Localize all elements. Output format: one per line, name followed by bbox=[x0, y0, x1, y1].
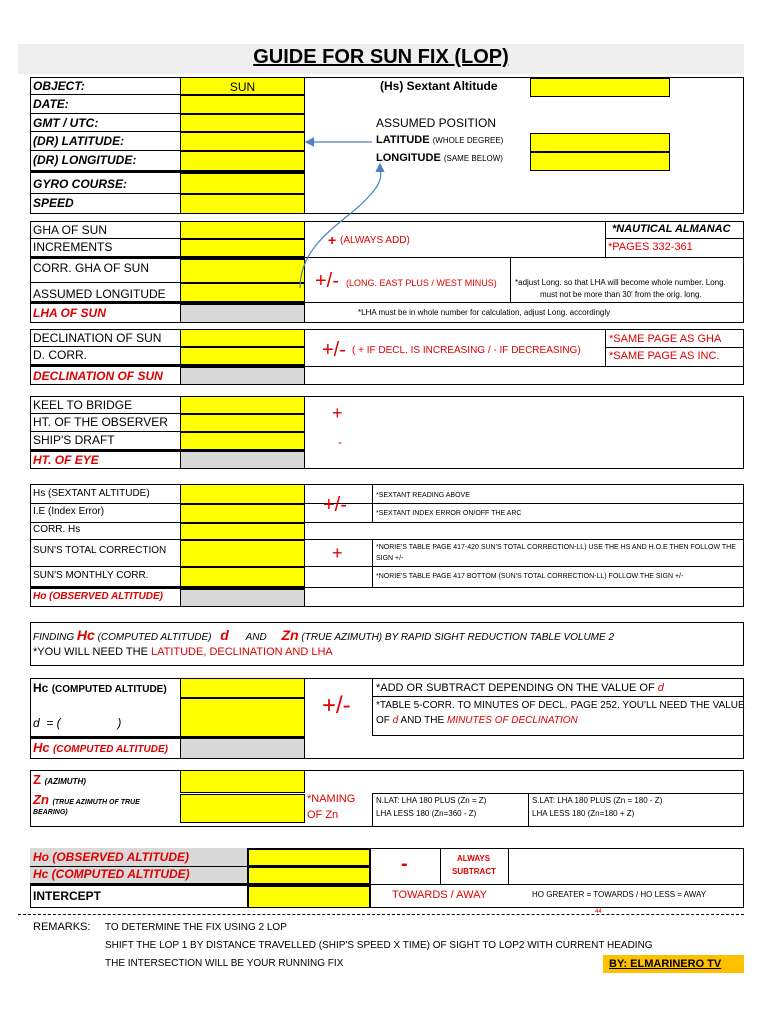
naming-zn-line1: *NAMING bbox=[307, 793, 356, 805]
always-add-sign: + bbox=[328, 232, 337, 248]
decl-plus-minus-sign: +/- bbox=[322, 339, 346, 361]
object-label: OBJECT: bbox=[33, 79, 85, 93]
decl-rule-text: ( + IF DECL. IS INCREASING / - IF DECREASING) bbox=[352, 345, 581, 356]
lha-note: *LHA must be in whole number for calculation, adjust Long. accordingly bbox=[358, 308, 611, 317]
keel-to-bridge-label: KEEL TO BRIDGE bbox=[33, 398, 133, 412]
remarks-label: REMARKS: bbox=[33, 921, 91, 933]
same-page-inc: *SAME PAGE AS INC. bbox=[609, 350, 720, 362]
declination-result-label: DECLINATION OF SUN bbox=[33, 369, 163, 383]
eye-plus-sign: + bbox=[332, 403, 343, 423]
slat-rule-line2: LHA LESS 180 (Zn=180 + Z) bbox=[532, 809, 635, 818]
observed-altitude-label: Ho (OBSERVED ALTITUDE) bbox=[33, 591, 163, 602]
note-total-correction: *NORIE'S TABLE PAGE 417-420 SUN'S TOTAL CORRECTION-LL) USE THE HS AND H.O.E THEN FOLLOW THE SIGN +/- bbox=[376, 544, 736, 562]
adjust-note-line1: *adjust Long. so that LHA will become whole number. Long. bbox=[515, 278, 726, 287]
index-error-label: I.E (Index Error) bbox=[33, 506, 105, 517]
same-page-gha: *SAME PAGE AS GHA bbox=[609, 333, 722, 345]
remarks-line2: SHIFT THE LOP 1 BY DISTANCE TRAVELLED (SHIP'S SPEED X TIME) OF SIGHT TO LOP2 WITH CURRENT HEADING bbox=[105, 940, 653, 951]
ap-longitude-label: LONGITUDE (SAME BELOW) bbox=[376, 152, 503, 164]
hc-note-table-line1: *TABLE 5-CORR. TO MINUTES OF DECL. PAGE 252. YOU'LL NEED THE VALUE bbox=[376, 700, 745, 711]
need-line: *YOU WILL NEED THE LATITUDE, DECLINATION AND LHA bbox=[33, 646, 333, 658]
always-add-text: (ALWAYS ADD) bbox=[340, 235, 410, 246]
hc-note-add: *ADD OR SUBTRACT DEPENDING ON THE VALUE OF d bbox=[376, 682, 664, 694]
object-value[interactable]: SUN bbox=[180, 77, 305, 95]
towards-away-rule: HO GREATER = TOWARDS / HO LESS = AWAY bbox=[532, 890, 707, 899]
arrow-longitude-to-assumed bbox=[300, 165, 381, 288]
hs-sextant-altitude-label: Hs (SEXTANT ALTITUDE) bbox=[33, 488, 150, 499]
dr-latitude-label: (DR) LATITUDE: bbox=[33, 134, 125, 148]
page-number: 44 bbox=[595, 909, 602, 915]
remarks-line3: THE INTERSECTION WILL BE YOUR RUNNING FIX bbox=[105, 958, 344, 969]
observer-height-label: HT. OF THE OBSERVER bbox=[33, 415, 168, 429]
note-sextant-reading: *SEXTANT READING ABOVE bbox=[376, 492, 470, 499]
nlat-rule-line2: LHA LESS 180 (Zn=360 - Z) bbox=[376, 809, 477, 818]
ships-draft-label: SHIP'S DRAFT bbox=[33, 433, 115, 447]
remarks-line1: TO DETERMINE THE FIX USING 2 LOP bbox=[105, 922, 287, 933]
gha-of-sun-label: GHA OF SUN bbox=[33, 223, 108, 237]
monthly-corr-label: SUN'S MONTHLY CORR. bbox=[33, 570, 149, 581]
note-index-error: *SEXTANT INDEX ERROR ON/OFF THE ARC bbox=[376, 510, 522, 517]
intercept-hc-label: Hc (COMPUTED ALTITUDE) bbox=[33, 867, 190, 881]
z-azimuth-label: Z (AZIMUTH) bbox=[33, 772, 86, 787]
zn-desc-line2: BEARING) bbox=[33, 809, 68, 816]
intercept-label: INTERCEPT bbox=[33, 889, 102, 903]
total-correction-label: SUN'S TOTAL CORRECTION bbox=[33, 545, 167, 556]
almanac-pages-label: *PAGES 332-361 bbox=[608, 241, 693, 253]
ap-latitude-label: LATITUDE (WHOLE DEGREE) bbox=[376, 134, 504, 146]
slat-rule-line1: S.LAT: LHA 180 PLUS (Zn = 180 - Z) bbox=[532, 796, 663, 805]
long-rule-text: (LONG. EAST PLUS / WEST MINUS) bbox=[346, 278, 497, 288]
hc-result-label: Hc (COMPUTED ALTITUDE) bbox=[33, 740, 168, 755]
d-corr-label: D. CORR. bbox=[33, 348, 87, 362]
assumed-longitude-label: ASSUMED LONGITUDE bbox=[33, 287, 166, 301]
corr-gha-label: CORR. GHA OF SUN bbox=[33, 261, 150, 275]
adjust-note-line2: must not be more than 30' from the orig. long. bbox=[540, 290, 702, 299]
assumed-position-label: ASSUMED POSITION bbox=[376, 116, 497, 130]
height-of-eye-label: HT. OF EYE bbox=[33, 453, 99, 467]
eye-minus-sign: - bbox=[338, 435, 342, 449]
note-monthly-corr: *NORIE'S TABLE PAGE 417 BOTTOM (SUN'S TOTAL CORRECTION-LL) FOLLOW THE SIGN +/- bbox=[376, 573, 684, 580]
dr-longitude-label: (DR) LONGITUDE: bbox=[33, 153, 137, 167]
hc-note-table-line2: OF d AND THE MINUTES OF DECLINATION bbox=[376, 715, 578, 726]
always-text: ALWAYS bbox=[457, 854, 491, 863]
declination-of-sun-label: DECLINATION OF SUN bbox=[33, 331, 162, 345]
corr-hs-label: CORR. Hs bbox=[33, 524, 81, 535]
subtract-text: SUBTRACT bbox=[452, 867, 496, 876]
page-title: GUIDE FOR SUN FIX (LOP) bbox=[253, 46, 509, 68]
credit-badge: BY: ELMARINERO TV bbox=[603, 955, 744, 973]
towards-away-text: TOWARDS / AWAY bbox=[392, 889, 487, 901]
altitude-plus-sign: + bbox=[332, 543, 343, 563]
lha-of-sun-label: LHA OF SUN bbox=[33, 306, 106, 320]
nautical-almanac-label: *NAUTICAL ALMANAC bbox=[612, 223, 731, 235]
nlat-rule-line1: N.LAT: LHA 180 PLUS (Zn = Z) bbox=[376, 796, 487, 805]
intercept-minus-sign: - bbox=[401, 853, 408, 875]
date-label: DATE: bbox=[33, 97, 69, 111]
finding-line: FINDING Hc (COMPUTED ALTITUDE) d AND Zn (TRUE AZIMUTH) BY RAPID SIGHT REDUCTION TABLE VOLUME 2 bbox=[33, 627, 615, 643]
hc-plus-minus-sign: +/- bbox=[322, 692, 351, 719]
naming-zn-line2: OF Zn bbox=[307, 809, 339, 821]
zn-label: Zn (TRUE AZIMUTH OF TRUE bbox=[33, 792, 140, 807]
altitude-plus-minus-sign: +/- bbox=[323, 494, 347, 516]
gmt-label: GMT / UTC: bbox=[33, 116, 99, 130]
gyro-course-label: GYRO COURSE: bbox=[33, 177, 128, 191]
speed-label: SPEED bbox=[33, 196, 74, 210]
intercept-ho-label: Ho (OBSERVED ALTITUDE) bbox=[33, 850, 189, 864]
increments-label: INCREMENTS bbox=[33, 240, 113, 254]
hc-computed-label: Hc (COMPUTED ALTITUDE) bbox=[33, 681, 167, 695]
d-value-label: d = ( ) bbox=[33, 716, 122, 730]
hs-sextant-label: (Hs) Sextant Altitude bbox=[380, 79, 498, 93]
long-plus-minus-sign: +/- bbox=[315, 270, 339, 292]
